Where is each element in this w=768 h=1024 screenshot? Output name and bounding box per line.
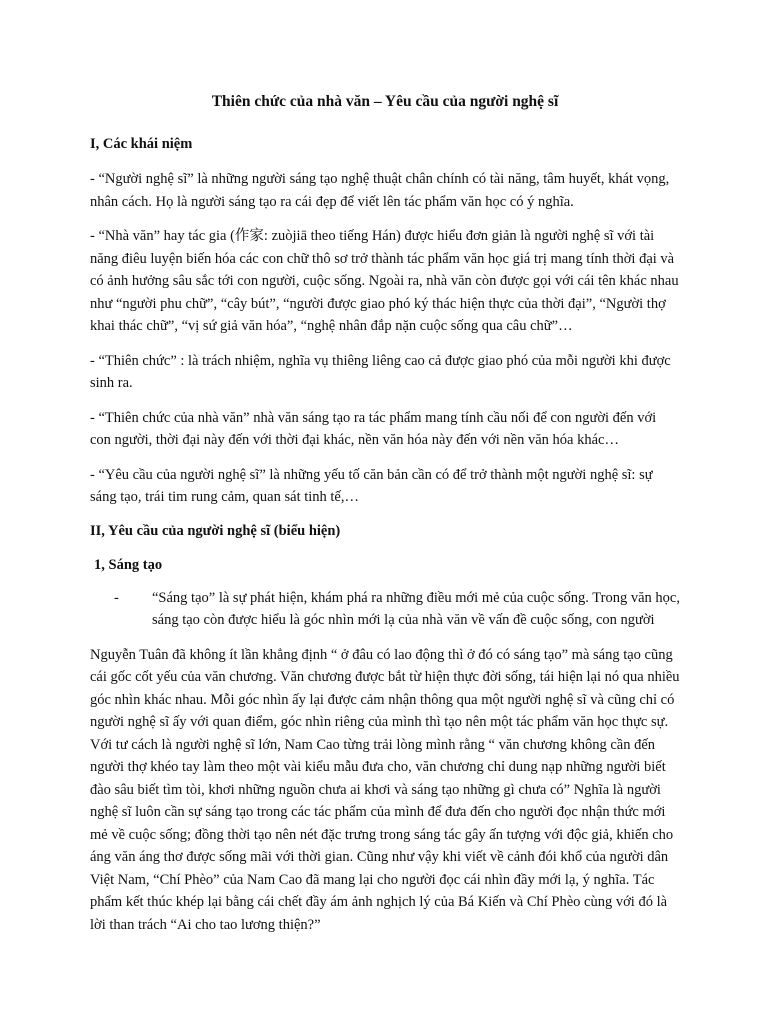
document-title: Thiên chức của nhà văn – Yêu cầu của người nghệ sĩ <box>211 93 559 110</box>
definition-thien-chuc-nha-van: - “Thiên chức của nhà văn” nhà văn sáng tạo ra tác phẩm mang tính cầu nối để con người đến với con người, thời đại này đến với thời đại khác, nền văn hóa này đến với nền văn hóa khác… <box>90 409 657 448</box>
section-2-heading: II, Yêu cầu của người nghệ sĩ (biểu hiện) <box>90 522 341 539</box>
body-paragraph-sang-tao: Nguyễn Tuân đã không ít lần khẳng định “ ở đâu có lao động thì ở đó có sáng tạo” mà sáng tạo cũng cái gốc cốt yếu của văn chương. Văn chương được bắt từ hiện thực đời sống, tái hiện lại nó qua nhiều góc nhìn khác nhau. Mỗi góc nhìn ấy lại được cảm nhận thông qua một người nghệ sĩ và cũng chỉ có người nghệ sĩ ấy với quan điểm, góc nhìn riêng của mình thì tạo nên một tác phẩm văn học thực sự. Với tư cách là người nghệ sĩ lớn, Nam Cao từng trải lòng mình rằng “ văn chương không cần đến người thợ khéo tay làm theo một vài kiểu mẫu đưa cho, văn chương chỉ dung nạp những người biết đào sâu biết tìm tòi, khơi những nguồn chưa ai khơi và sáng tạo những gì chưa có” Nghĩa là người nghệ sĩ luôn cần sự sáng tạo trong các tác phẩm của mình để đưa đến cho người đọc nhận thức mới mẻ về cuộc sống; đồng thời tạo nên nét đặc trưng trong sáng tác gây ấn tượng với độc giả, khiến cho áng văn áng thơ được sống mãi với thời gian. Cũng như vậy khi viết về cảnh đói khổ của người dân Việt Nam, “Chí Phèo” của Nam Cao đã mang lại cho người đọc cái nhìn đầy mới lạ, ý nghĩa. Tác phẩm kết thúc khép lại bằng cái chết đầy ám ảnh nghịch lý của Bá Kiến và Chí Phèo cùng với đó là lời than trách “Ai cho tao lương thiện?” <box>90 646 680 933</box>
bullet-dash: - <box>114 589 119 606</box>
definition-nha-van: - “Nhà văn” hay tác gia (作家: zuòjiā theo tiếng Hán) được hiểu đơn giản là người nghệ sĩ với tài năng điêu luyện biến hóa các con chữ thô sơ trở thành tác phẩm văn học giá trị mang tính thời đại và có ảnh hưởng sâu sắc tới con người, cuộc sống. Ngoài ra, nhà văn còn được gọi với cái tên khác nhau như “người phu chữ”, “cây bút”, “người được giao phó ký thác hiện thực của thời đại”, “Người thợ khai thác chữ”, “vị sứ giả văn hóa”, “nghệ nhân đắp nặn cuộc sống qua câu chữ”… <box>90 228 679 334</box>
definition-thien-chuc: - “Thiên chức” : là trách nhiệm, nghĩa vụ thiêng liêng cao cả được giao phó của mỗi người khi được sinh ra. <box>90 352 671 391</box>
document-page <box>90 92 680 948</box>
bullet-text-sang-tao: “Sáng tạo” là sự phát hiện, khám phá ra những điều mới mẻ của cuộc sống. Trong văn học, sáng tạo còn được hiểu là góc nhìn mới lạ của nhà văn về vấn đề cuộc sống, con người <box>152 589 680 628</box>
definition-yeu-cau-nghe-si: - “Yêu cầu của người nghệ sĩ” là những yếu tố căn bản cần có để trở thành một người nghệ sĩ: sự sáng tạo, trái tim rung cảm, quan sát tinh tế,… <box>90 466 653 505</box>
definition-nguoi-nghe-si: - “Người nghệ sĩ” là những người sáng tạo nghệ thuật chân chính có tài năng, tâm huyết, khát vọng, nhân cách. Họ là người sáng tạo ra cái đẹp để viết lên tác phẩm văn học có ý nghĩa. <box>90 171 670 210</box>
subsection-1-heading: 1, Sáng tạo <box>94 556 163 573</box>
list-item <box>90 587 680 632</box>
section-1-heading: I, Các khái niệm <box>90 136 193 152</box>
